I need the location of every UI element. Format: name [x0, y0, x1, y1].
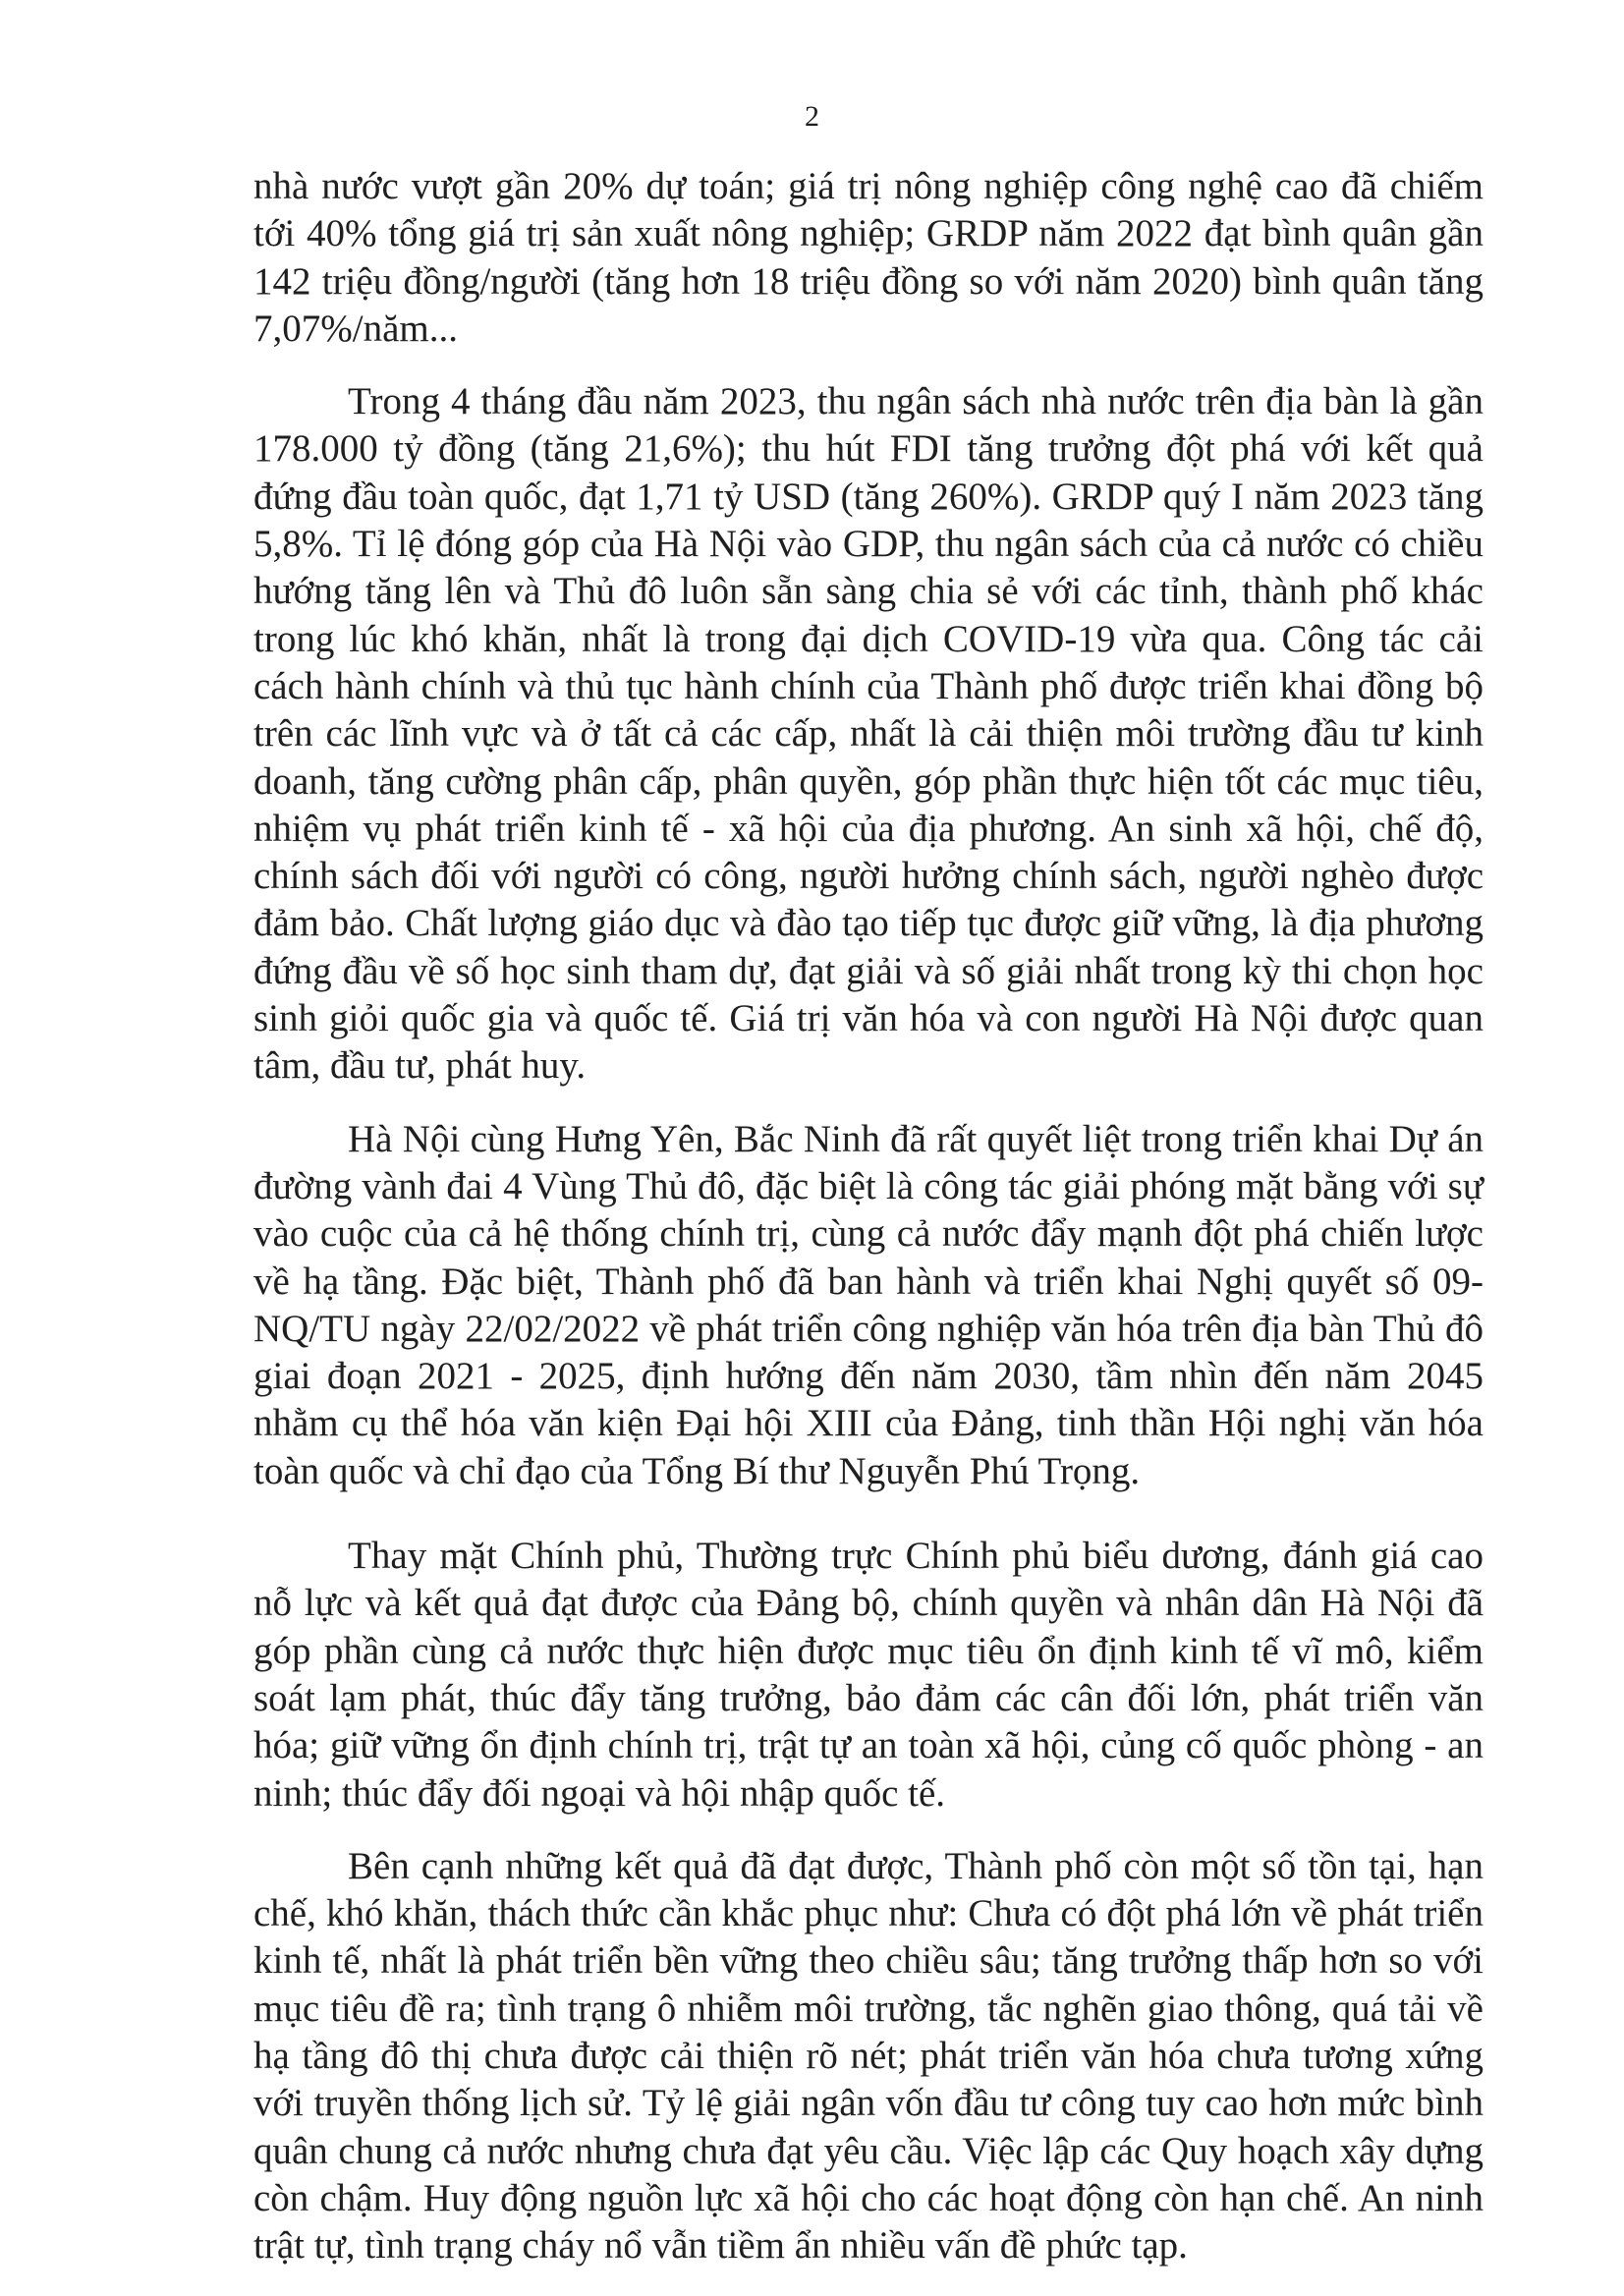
document-body: [253, 163, 1484, 2269]
paragraph-4: Thay mặt Chính phủ, Thường trực Chính phủ biểu dương, đánh giá cao nỗ lực và kết quả đạt được của Đảng bộ, chính quyền và nhân dân Hà Nội đã góp phần cùng cả nước thực hiện được mục tiêu ổn định kinh tế vĩ mô, kiểm soát lạm phát, thúc đẩy tăng trưởng, bảo đảm các cân đối lớn, phát triển văn hóa; giữ vững ổn định chính trị, trật tự an toàn xã hội, củng cố quốc phòng - an ninh; thúc đẩy đối ngoại và hội nhập quốc tế.: [253, 1535, 1484, 1815]
paragraph-3: Hà Nội cùng Hưng Yên, Bắc Ninh đã rất quyết liệt trong triển khai Dự án đường vành đai 4 Vùng Thủ đô, đặc biệt là công tác giải phóng mặt bằng với sự vào cuộc của cả hệ thống chính trị, cùng cả nước đẩy mạnh đột phá chiến lược về hạ tầng. Đặc biệt, Thành phố đã ban hành và triển khai Nghị quyết số 09-NQ/TU ngày 22/02/2022 về phát triển công nghiệp văn hóa trên địa bàn Thủ đô giai đoạn 2021 - 2025, định hướng đến năm 2030, tầm nhìn đến năm 2045 nhằm cụ thể hóa văn kiện Đại hội XIII của Đảng, tinh thần Hội nghị văn hóa toàn quốc và chỉ đạo của Tổng Bí thư Nguyễn Phú Trọng.: [253, 1117, 1484, 1492]
paragraph-1: nhà nước vượt gần 20% dự toán; giá trị nông nghiệp công nghệ cao đã chiếm tới 40% tổng giá trị sản xuất nông nghiệp; GRDP năm 2022 đạt bình quân gần 142 triệu đồng/người (tăng hơn 18 triệu đồng so với năm 2020) bình quân tăng 7,07%/năm...: [253, 165, 1484, 350]
paragraph-5: Bên cạnh những kết quả đã đạt được, Thành phố còn một số tồn tại, hạn chế, khó khăn, thách thức cần khắc phục như: Chưa có đột phá lớn về phát triển kinh tế, nhất là phát triển bền vững theo chiều sâu; tăng trưởng thấp hơn so với mục tiêu đề ra; tình trạng ô nhiễm môi trường, tắc nghẽn giao thông, quá tải về hạ tầng đô thị chưa được cải thiện rõ nét; phát triển văn hóa chưa tương xứng với truyền thống lịch sử. Tỷ lệ giải ngân vốn đầu tư công tuy cao hơn mức bình quân chung cả nước nhưng chưa đạt yêu cầu. Việc lập các Quy hoạch xây dựng còn chậm. Huy động nguồn lực xã hội cho các hoạt động còn hạn chế. An ninh trật tự, tình trạng cháy nổ vẫn tiềm ẩn nhiều vấn đề phức tạp.: [253, 1844, 1484, 2268]
page-number: 2: [805, 100, 819, 133]
paragraph-2: Trong 4 tháng đầu năm 2023, thu ngân sách nhà nước trên địa bàn là gần 178.000 tỷ đồng (tăng 21,6%); thu hút FDI tăng trưởng đột phá với kết quả đứng đầu toàn quốc, đạt 1,71 tỷ USD (tăng 260%). GRDP quý I năm 2023 tăng 5,8%. Tỉ lệ đóng góp của Hà Nội vào GDP, thu ngân sách của cả nước có chiều hướng tăng lên và Thủ đô luôn sẵn sàng chia sẻ với các tỉnh, thành phố khác trong lúc khó khăn, nhất là trong đại dịch COVID-19 vừa qua. Công tác cải cách hành chính và thủ tục hành chính của Thành phố được triển khai đồng bộ trên các lĩnh vực và ở tất cả các cấp, nhất là cải thiện môi trường đầu tư kinh doanh, tăng cường phân cấp, phân quyền, góp phần thực hiện tốt các mục tiêu, nhiệm vụ phát triển kinh tế - xã hội của địa phương. An sinh xã hội, chế độ, chính sách đối với người có công, người hưởng chính sách, người nghèo được đảm bảo. Chất lượng giáo dục và đào tạo tiếp tục được giữ vững, là địa phương đứng đầu về số học sinh tham dự, đạt giải và số giải nhất trong kỳ thi chọn học sinh giỏi quốc gia và quốc tế. Giá trị văn hóa và con người Hà Nội được quan tâm, đầu tư, phát huy.: [253, 380, 1484, 1088]
